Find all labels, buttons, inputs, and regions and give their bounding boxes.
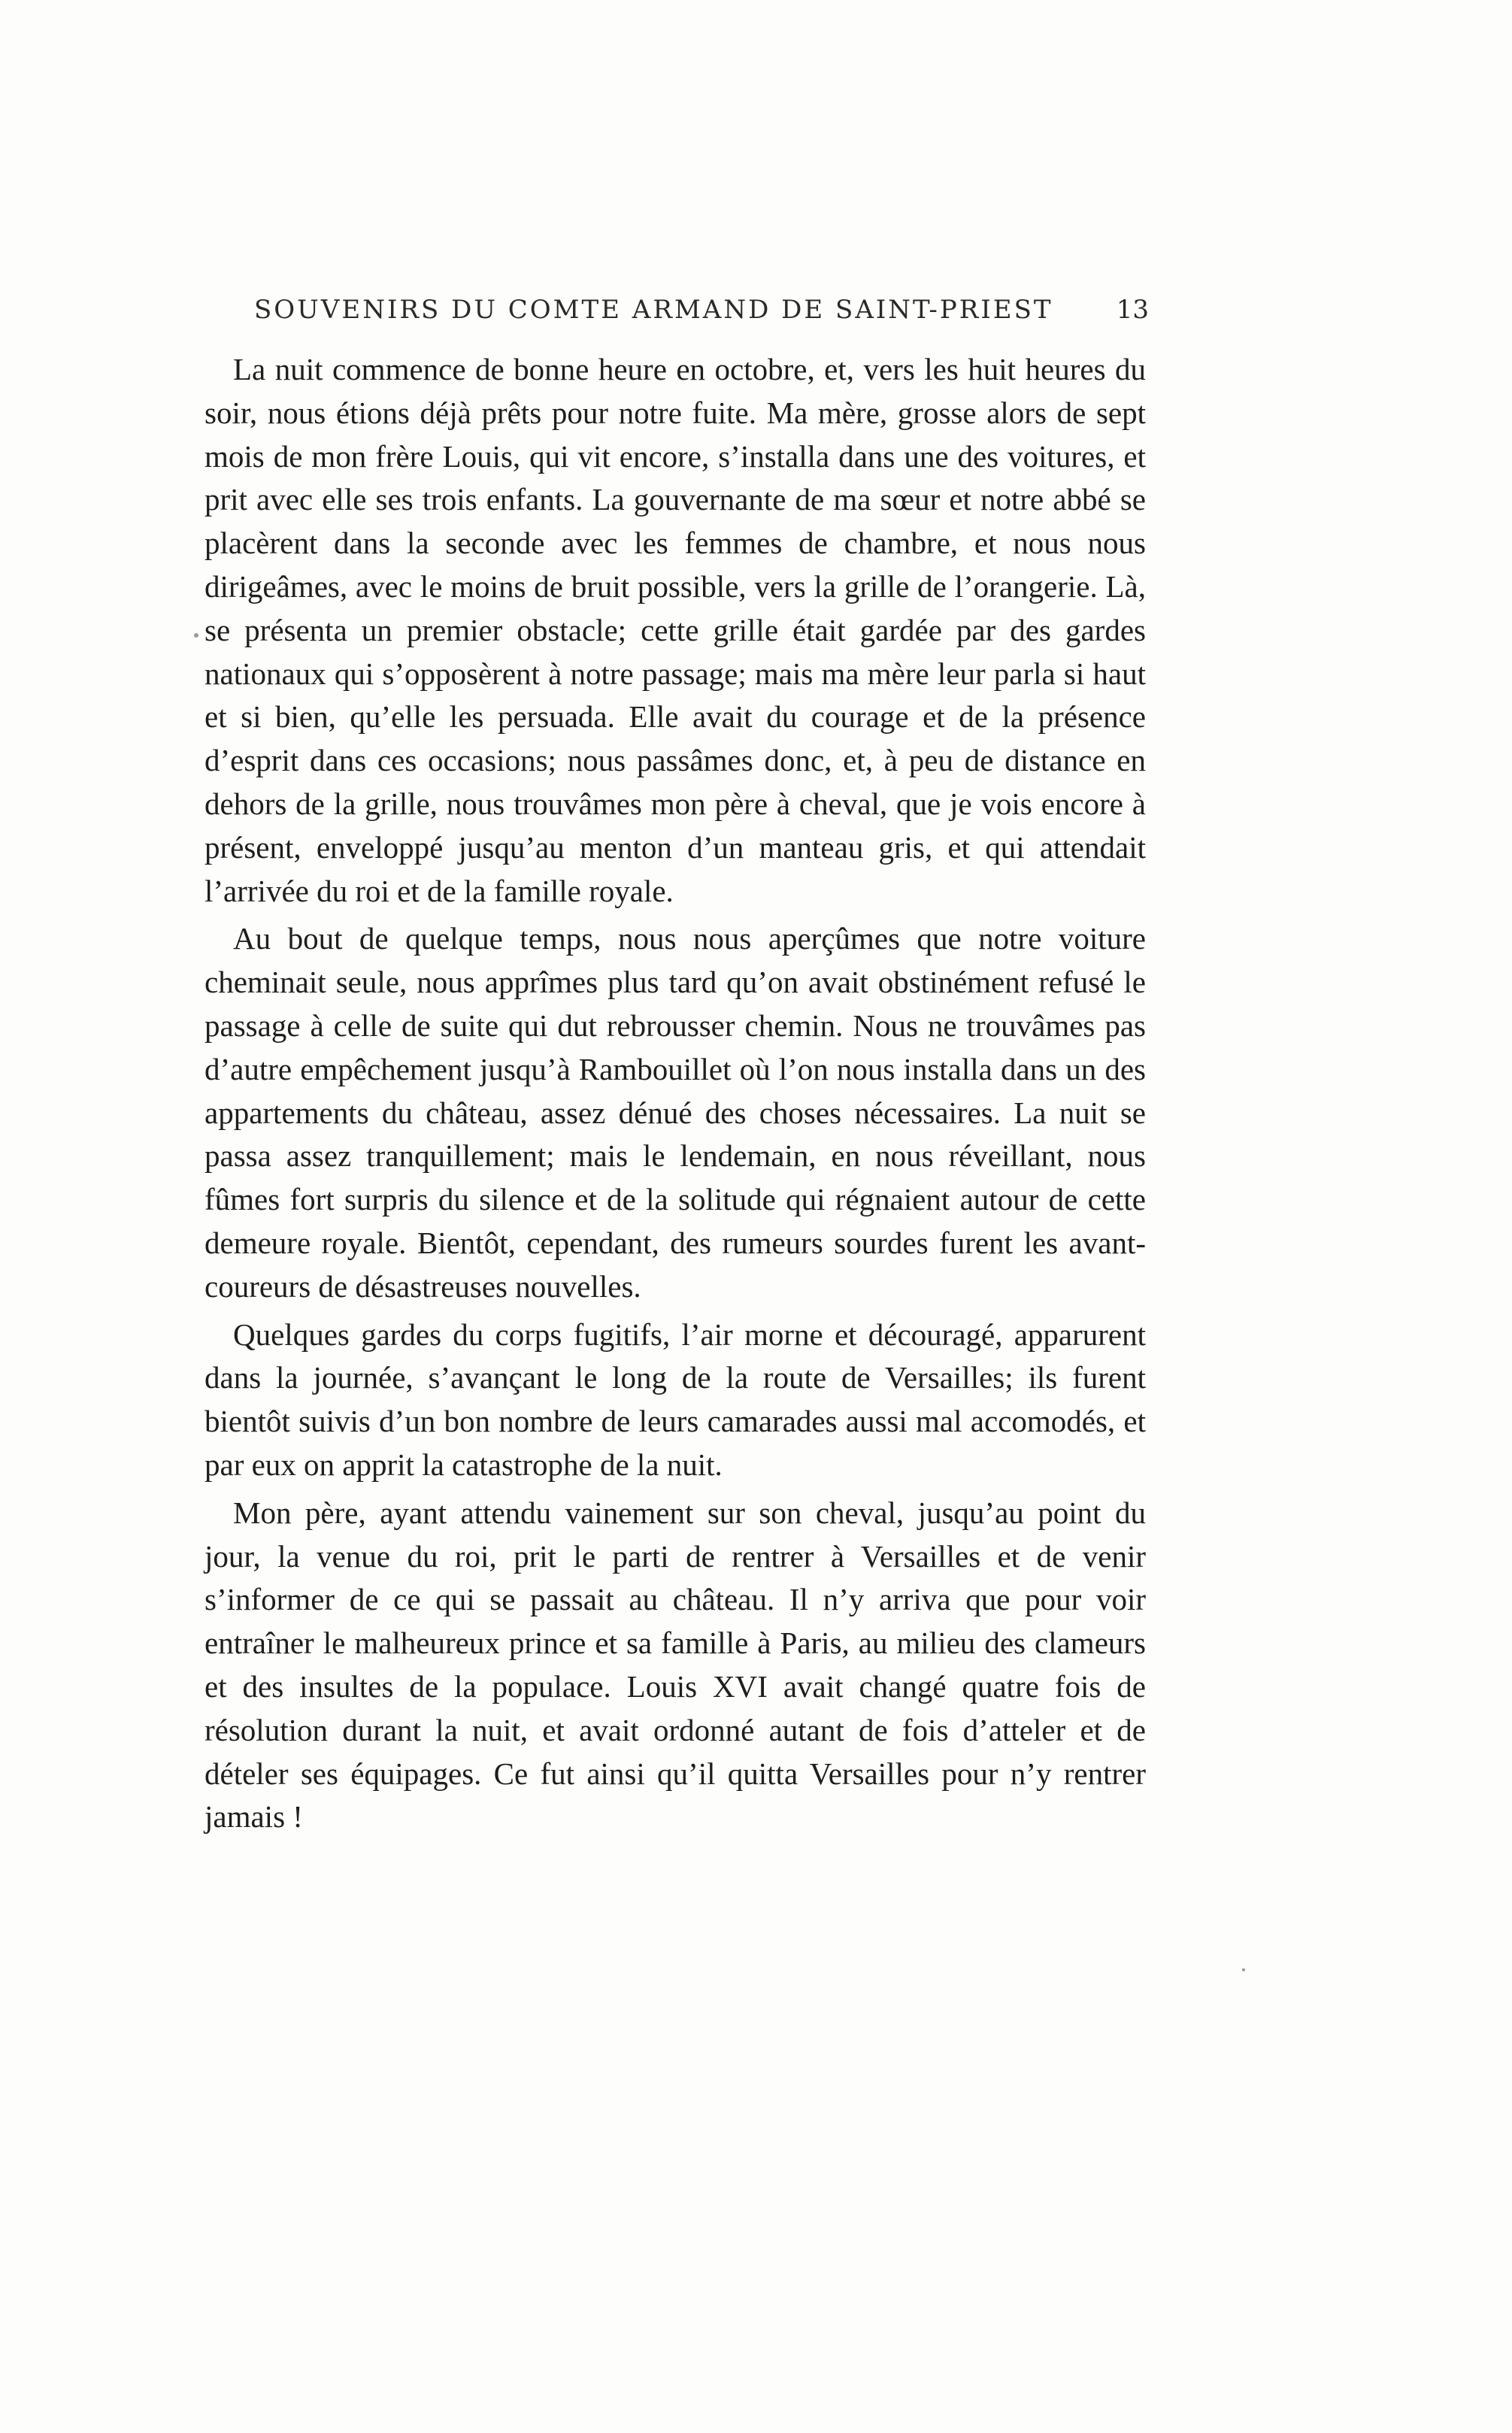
- running-head: [254, 295, 1149, 340]
- paragraph-2: Au bout de quelque temps, nous nous aperçûmes que notre voiture cheminait seule, nous apprîmes plus tard qu’on avait obstinément refusé le passage à celle de suite qui dut rebrousser chemin. Nous ne trouvâmes pas d’autre empêchement jusqu’à Rambouillet où l’on nous installa dans un des appartements du château, assez dénué des choses nécessaires. La nuit se passa assez tranquillement; mais le lendemain, en nous réveillant, nous fûmes fort surpris du silence et de la solitude qui régnaient autour de cette demeure royale. Bientôt, cependant, des rumeurs sourdes furent les avantcoureurs de désastreuses nouvelles.: [205, 921, 1146, 1304]
- paragraph-3: Quelques gardes du corps fugitifs, l’air morne et découragé, apparurent dans la journée, s’avançant le long de la route de Versailles; ils furent bientôt suivis d’un bon nombre de leurs camarades aussi mal accomodés, et par eux on apprit la catastrophe de la nuit.: [205, 1316, 1146, 1482]
- paragraph-1: La nuit commence de bonne heure en octobre, et, vers les huit heures du soir, nous étions déjà prêts pour notre fuite. Ma mère, grosse alors de sept mois de mon frère Louis, qui vit encore, s’installa dans une des voitures, et prit avec elle ses trois enfants. La gouvernante de ma sœur et notre abbé se placèrent dans la seconde avec les femmes de chambre, et nous nous dirigeâmes, avec le moins de bruit possible, vers la grille de l’orangerie. Là, se présenta un premier obstacle; cette grille était gardée par des gardes nationaux qui s’opposèrent à notre passage; mais ma mère leur parla si haut et si bien, qu’elle les persuada. Elle avait du courage et de la présence d’esprit dans ces occasions; nous passâmes donc, et, à peu de distance en dehors de la grille, nous trouvâmes mon père à cheval, que je vois encore à présent, enveloppé jusqu’au menton d’un manteau gris, et qui attendait l’arrivée du roi et de la famille royale.: [205, 352, 1146, 908]
- paper-speck: [1242, 1968, 1245, 1971]
- paper-speck: [194, 633, 198, 638]
- paragraph-4: Mon père, ayant attendu vainement sur son cheval, jusqu’au point du jour, la venue du roi, prit le parti de rentrer à Versailles et de venir s’informer de ce qui se passait au château. Il n’y arriva que pour voir entraîner le malheureux prince et sa famille à Paris, au milieu des clameurs et des insultes de la populace. Louis XVI avait changé quatre fois de résolution durant la nuit, et avait ordonné autant de fois d’atteler et de dételer ses équipages. Ce fut ainsi qu’il quitta Versailles pour n’y rentrer jamais !: [205, 1495, 1146, 1835]
- running-head-title: SOUVENIRS DU COMTE ARMAND DE SAINT-PRIEST: [254, 295, 1053, 325]
- body-text: [205, 348, 1146, 1844]
- page-number: 13: [1116, 295, 1149, 325]
